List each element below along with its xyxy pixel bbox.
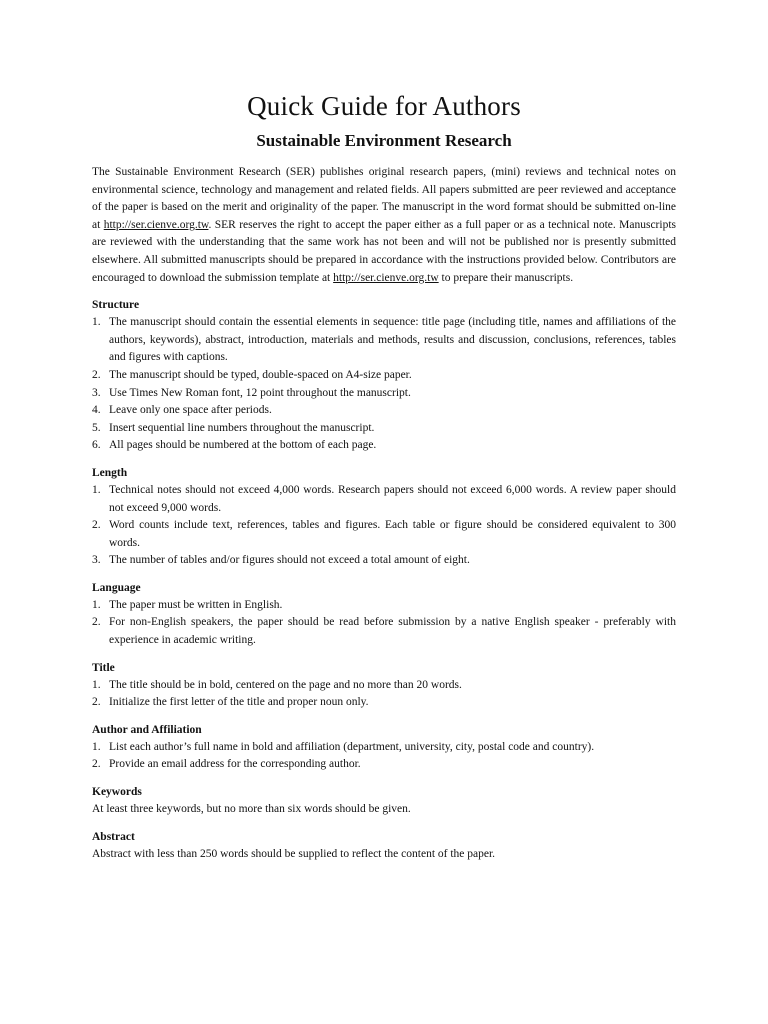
structure-section (92, 297, 676, 455)
item-text: Word counts include text, references, tables and figures. Each table or figure should be considered equivalent to 300 words. (109, 519, 676, 549)
section-heading: Keywords (92, 786, 142, 799)
section-heading: Length (92, 466, 128, 479)
item-number: 3. (92, 554, 101, 567)
structure-list (92, 314, 676, 455)
item-number: 1. (92, 483, 101, 496)
item-number: 6. (92, 439, 101, 452)
list-item (92, 694, 676, 712)
item-number: 2. (92, 519, 101, 532)
item-text: The number of tables and/or figures should not exceed a total amount of eight. (109, 554, 470, 567)
intro-paragraph (92, 164, 676, 287)
item-text: The manuscript should contain the essential elements in sequence: title page (including title, names and affiliations of the authors, keywords), abstract, introduction, materials and methods, results and discussion, conclusions, references, tables and figures with captions. (109, 316, 676, 364)
item-number: 2. (92, 616, 101, 629)
abstract-text: Abstract with less than 250 words should be supplied to reflect the content of the paper. (92, 847, 496, 860)
item-text: The manuscript should be typed, double-spaced on A4-size paper. (109, 368, 412, 381)
list-item (92, 482, 676, 517)
template-link[interactable]: http://ser.cienve.org.tw (333, 271, 439, 284)
item-number: 2. (92, 758, 101, 771)
list-item (92, 597, 676, 615)
language-list (92, 597, 676, 650)
item-number: 2. (92, 368, 101, 381)
list-item (92, 614, 676, 649)
intro-text: . SER reserves the right to accept the paper either as a full paper or as a technical note. Manuscripts are reviewed with the understanding that the same work has not been and will not be published nor is presently submitted elsewhere. All submitted manuscripts should be prepared in accordance with the instructions provided below. Contributors are encouraged to download the submission template at (92, 218, 676, 284)
list-item (92, 314, 676, 367)
list-item (92, 552, 676, 570)
title-section (92, 660, 676, 712)
list-item (92, 437, 676, 455)
intro-text: to prepare their manuscripts. (438, 271, 574, 284)
section-heading: Author and Affiliation (92, 723, 202, 736)
item-text: Provide an email address for the corresponding author. (109, 758, 361, 771)
item-text: Leave only one space after periods. (109, 404, 272, 417)
intro-text: The Sustainable Environment Research (SER) publishes original research papers, (mini) reviews and technical notes on environmental science, technology and management and related fields. All papers submitted are peer reviewed and acceptance of the paper is based on the merit and originality of the paper. The manuscript in the word format should be submitted on-line at (92, 166, 676, 231)
abstract-section (92, 829, 676, 864)
item-number: 5. (92, 421, 101, 434)
item-text: The paper must be written in English. (109, 598, 283, 611)
section-heading: Language (92, 581, 141, 594)
item-text: Technical notes should not exceed 4,000 words. Research papers should not exceed 6,000 words. A review paper should not exceed 9,000 words. (109, 483, 676, 514)
list-item (92, 385, 676, 403)
language-section (92, 580, 676, 650)
section-heading: Structure (92, 299, 140, 312)
item-number: 1. (92, 598, 101, 611)
item-text: Use Times New Roman font, 12 point throughout the manuscript. (109, 386, 411, 399)
journal-subtitle: Sustainable Environment Research (256, 131, 512, 150)
list-item (92, 367, 676, 385)
item-text: All pages should be numbered at the bottom of each page. (109, 439, 377, 452)
title-list (92, 677, 676, 712)
item-text: Initialize the first letter of the title and proper noun only. (109, 696, 369, 709)
item-text: The title should be in bold, centered on the page and no more than 20 words. (109, 678, 462, 691)
list-item (92, 756, 676, 774)
item-text: List each author’s full name in bold and affiliation (department, university, city, postal code and country). (109, 740, 595, 753)
item-number: 2. (92, 696, 101, 709)
submission-link[interactable]: http://ser.cienve.org.tw (103, 218, 209, 231)
item-number: 1. (92, 316, 101, 329)
keywords-text: At least three keywords, but no more than six words should be given. (92, 803, 411, 816)
item-number: 1. (92, 678, 101, 691)
section-heading: Title (92, 661, 115, 674)
item-text: Insert sequential line numbers throughout the manuscript. (109, 421, 375, 434)
author-list (92, 739, 676, 774)
length-section (92, 465, 676, 570)
item-text: For non-English speakers, the paper should be read before submission by a native English speaker - preferably with experience in academic writing. (109, 616, 676, 647)
keywords-section (92, 784, 676, 819)
item-number: 3. (92, 386, 101, 399)
item-number: 1. (92, 740, 101, 753)
author-section (92, 722, 676, 774)
document-page (92, 90, 676, 863)
length-list (92, 482, 676, 570)
page-title: Quick Guide for Authors (247, 91, 521, 121)
section-heading: Abstract (92, 830, 135, 843)
item-number: 4. (92, 404, 101, 417)
list-item (92, 402, 676, 420)
list-item (92, 739, 676, 757)
list-item (92, 517, 676, 552)
list-item (92, 420, 676, 438)
list-item (92, 677, 676, 695)
